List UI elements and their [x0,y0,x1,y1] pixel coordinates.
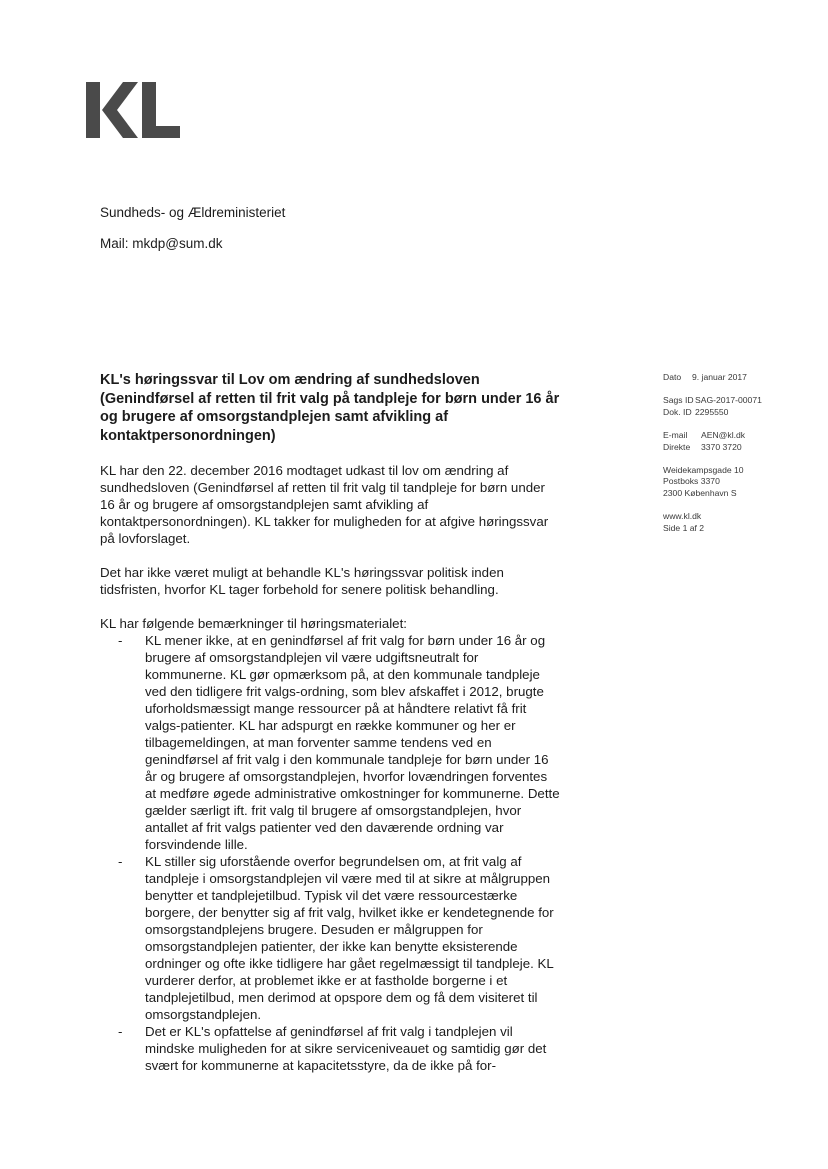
remark-text: KL stiller sig uforstående overfor begrundelsen om, at frit valg af tandpleje i omsorgstandplejen vil være med til at sikre at målgruppen benytter et tandplejetilbud. Typisk vil det være ressourcestærke borgere, der benytter sig af frit valg, hvilket ikke er kendetegnende for omsorgstandplejens brugere. Desuden er målgruppen for omsorgstandplejen patienter, der ikke kan benytte eksisterende ordninger og ofte ikke tidligere har gået regelmæssigt til tandpleje. KL vurderer derfor, at problemet ikke er at fastholde borgerne i et tandplejetilbud, men derimod at opspore dem og få dem visiteret til omsorgstandplejen. [145,854,554,1022]
bullet-dash: - [118,1024,123,1039]
email-value: AEN@kl.dk [701,429,746,440]
letter-meta-sidebar [663,372,803,546]
website: www.kl.dk [663,511,702,522]
sags-id-value: SAG-2017-00071 [695,395,762,406]
address-line-2: Postboks 3370 [663,476,720,487]
email-label: E-mail [663,429,688,440]
page-number: Side 1 af 2 [663,522,705,533]
sags-id-label: Sags ID [663,395,694,406]
date-row [663,372,803,384]
remark-item [118,1023,560,1074]
email-row [663,430,803,442]
address-line-3: 2300 København S [663,487,737,498]
ids-block [663,395,803,418]
remark-text: Det er KL's opfattelse af genindførsel af frit valg i tandplejen vil mindske muligheden for at sikre serviceniveauet og samtidig gør det svært for kommunerne at kapacitetsstyre, da de ikke på for- [145,1024,547,1073]
remarks-list [100,632,560,1074]
dok-id-label: Dok. ID [663,406,692,417]
date-block [663,372,803,384]
bullet-dash: - [118,633,123,648]
dok-id-row [663,407,803,419]
bullet-dash: - [118,854,123,869]
web-block [663,511,803,534]
recipient-name: Sundheds- og Ældreministeriet [100,205,286,220]
address-line-1: Weidekampsgade 10 [663,464,744,475]
reservation-paragraph: Det har ikke været muligt at behandle KL's høringssvar politisk inden tidsfristen, hvorfor KL tager forbehold for senere politisk behandling. [100,565,504,597]
remark-text: KL mener ikke, at en genindførsel af frit valg for børn under 16 år og brugere af omsorgstandplejen vil være udgiftsneutralt for kommunerne. KL gør opmærksom på, at den kommunale tandpleje ved den tidligere frit valgs-ordning, som blev afskaffet i 2012, brugte uforholdsmæssigt mange ressourcer på at håndtere relativt få frit valgs-patienter. KL har adspurgt en række kommuner og her er tilbagemeldingen, at man forventer samme tendens ved en genindførsel af frit valg i den kommunale tandpleje for børn under 16 år og brugere af omsorgstandplejen, hvorfor lovændringen forventes at medføre øgede administrative omkostninger for kommunerne. Dette gælder særligt ift. frit valg til brugere af omsorgstandplejen, hvor antallet af frit valgs patienter ved den daværende ordning var forsvindende lille. [145,633,560,852]
intro-paragraph: KL har den 22. december 2016 modtaget udkast til lov om ændring af sundhedsloven (Genindførsel af retten til frit valg til tandpleje for børn under 16 år og brugere af omsorgstandplejen samt afvikling af kontaktpersonordningen). KL takker for muligheden for at afgive høringssvar på lovforslaget. [100,463,549,546]
recipient-mail: Mail: mkdp@sum.dk [100,236,223,251]
address-block [663,465,803,500]
remark-item [118,853,560,1023]
date-label: Dato [663,372,682,382]
date-value: 9. januar 2017 [692,372,747,382]
contact-block [663,430,803,453]
letter-title: KL's høringssvar til Lov om ændring af sundhedsloven (Genindførsel af retten til frit valg på tandpleje for børn under 16 år og brugere af omsorgstandplejen samt afvikling af kontaktpersonordningen) [100,372,560,444]
sags-id-row [663,395,803,407]
direct-phone-row [663,442,803,454]
remark-item [118,632,560,853]
letter-body [100,462,560,1074]
remarks-intro: KL har følgende bemærkninger til høringsmaterialet: [100,616,407,631]
direct-phone-value: 3370 3720 [701,441,742,452]
kl-logo [86,82,182,142]
direct-phone-label: Direkte [663,441,691,452]
dok-id-value: 2295550 [695,406,729,417]
